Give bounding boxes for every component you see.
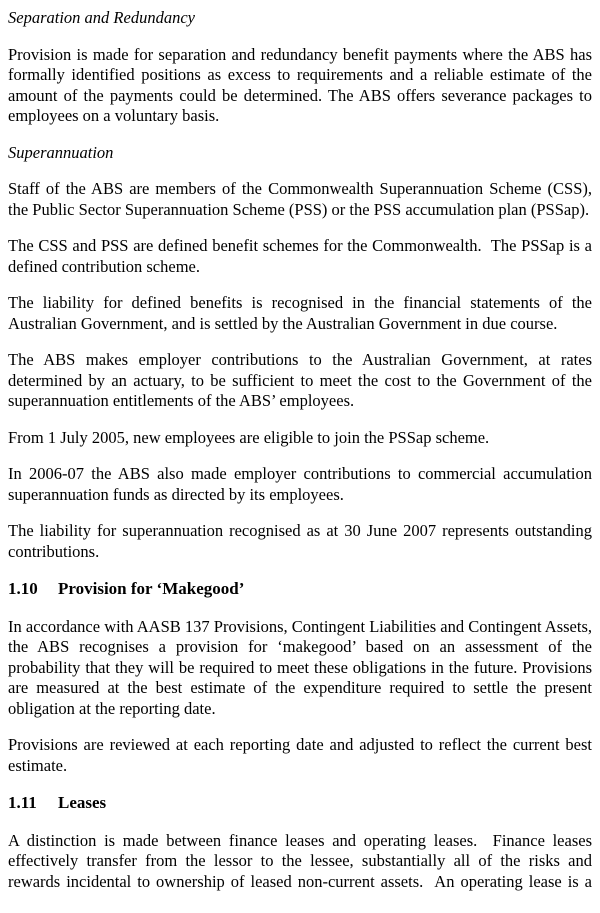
heading-title: Leases xyxy=(58,793,107,812)
heading-title: Provision for ‘Makegood’ xyxy=(58,579,245,598)
subheading-superannuation: Superannuation xyxy=(8,142,114,162)
paragraph-super-liability-30-june: The liability for superannuation recognised as at 30 June 2007 represents outstanding contributions. xyxy=(8,521,592,561)
paragraph-separation-provision: Provision is made for separation and redundancy benefit payments where the ABS has formally identified positions as excess to requirements and a reliable estimate of the amount of the payments could be determined. The ABS offers severance packages to employees on a voluntary basis. xyxy=(8,44,592,125)
paragraph-defined-benefits-liability: The liability for defined benefits is recognised in the financial statements of the Australian Government, and is settled by the Australian Government in due course. xyxy=(8,293,592,333)
paragraph-pssap-eligibility: From 1 July 2005, new employees are eligible to join the PSSap scheme. xyxy=(8,427,490,447)
heading-provision-for-makegood xyxy=(8,579,592,600)
paragraph-aasb-137-makegood: In accordance with AASB 137 Provisions, Contingent Liabilities and Contingent Assets, the ABS recognises a provision for ‘makegood’ based on an assessment of the probability that they will be required to meet these obligations in the future. Provisions are measured at the best estimate of the expenditure required to settle the present obligation at the reporting date. xyxy=(8,616,592,718)
paragraph-employer-contributions: The ABS makes employer contributions to the Australian Government, at rates determined by an actuary, to be sufficient to meet the cost to the Government of the superannuation entitlements of the ABS’ employees. xyxy=(8,350,592,410)
paragraph-commercial-accumulation: In 2006-07 the ABS also made employer contributions to commercial accumulation superannuation funds as directed by its employees. xyxy=(8,464,592,504)
paragraph-super-membership: Staff of the ABS are members of the Commonwealth Superannuation Scheme (CSS), the Public Sector Superannuation Scheme (PSS) or the PSS accumulation plan (PSSap). xyxy=(8,179,592,219)
heading-number: 1.11 xyxy=(8,793,37,812)
heading-leases xyxy=(8,793,592,814)
paragraph-leases-distinction: A distinction is made between finance leases and operating leases. Finance leases effectively transfer from the lessor to the lessee, substantially all of the risks and rewards incidental to ownership of leased non-current assets. An operating lease is a xyxy=(8,830,592,891)
heading-number: 1.10 xyxy=(8,579,38,598)
paragraph-provisions-reviewed: Provisions are reviewed at each reporting date and adjusted to reflect the current best estimate. xyxy=(8,735,592,775)
subheading-separation-and-redundancy: Separation and Redundancy xyxy=(8,8,195,27)
paragraph-css-pss-schemes: The CSS and PSS are defined benefit schemes for the Commonwealth. The PSSap is a defined contribution scheme. xyxy=(8,236,592,276)
